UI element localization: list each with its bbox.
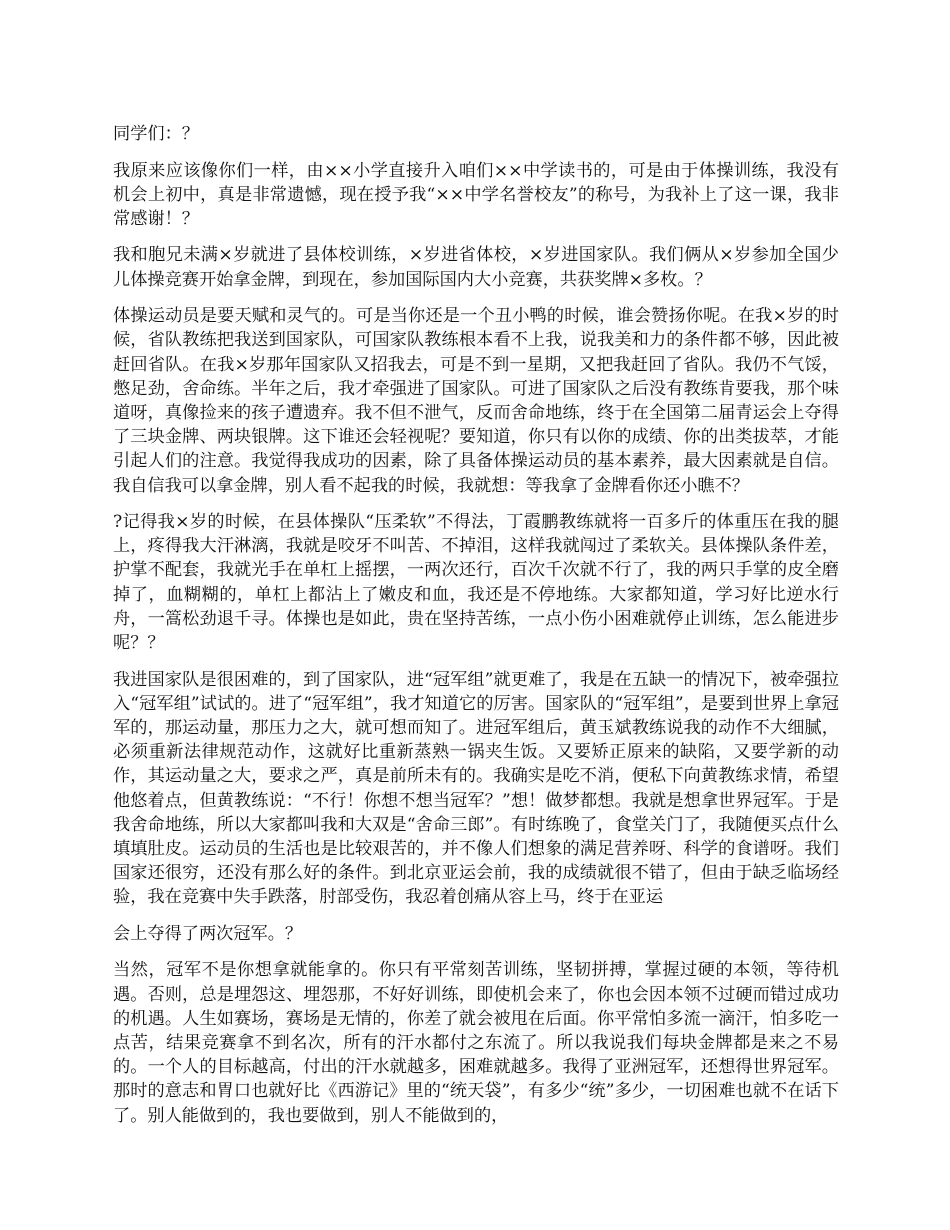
paragraph-5: 我进国家队是很困难的，到了国家队，进“冠军组”就更难了，我是在五缺一的情况下，被牵强拉入“冠军组”试试的。进了“冠军组”，我才知道它的厉害。国家队的“冠军组”，是要到世界上拿冠军的，那运动量，那压力之大，就可想而知了。进冠军组后，黄玉斌教练说我的动作不大细腻，必须重新法律规范动作，这就好比重新蒸熟一锅夹生饭。又要矫正原来的缺陷，又要学新的动作，其运动量之大，要求之严，真是前所未有的。我确实是吃不消，便私下向黄教练求情，希望他悠着点，但黄教练说：“不行！你想不想当冠军？”想！做梦都想。我就是想拿世界冠军。于是我舍命地练，所以大家都叫我和大双是“舍命三郎”。有时练晚了，食堂关门了，我随便买点什么填填肚皮。运动员的生活也是比较艰苦的，并不像人们想象的满足营养呀、科学的食谱呀。我们国家还很穷，还没有那么好的条件。到北京亚运会前，我的成绩就很不错了，但由于缺乏临场经验，我在竞赛中失手跌落，肘部受伤，我忍着创痛从容上马，终于在亚运	[113, 669, 839, 908]
paragraph-greeting: 同学们：？	[113, 124, 199, 144]
paragraph-1: 我原来应该像你们一样，由××小学直接升入咱们××中学读书的，可是由于体操训练，我没有机会上初中，真是非常遗憾，现在授予我“××中学名誉校友”的称号，为我补上了这一课，我非常感谢！？	[113, 160, 839, 229]
paragraph-7: 当然，冠军不是你想拿就能拿的。你只有平常刻苦训练，坚韧拼搏，掌握过硬的本领，等待机遇。否则，总是埋怨这、埋怨那，不好好训练，即使机会来了，你也会因本领不过硬而错过成功的机遇。人生如赛场，赛场是无情的，你差了就会被甩在后面。你平常怕多流一滴汗，怕多吃一点苦，结果竞赛拿不到名次，所有的汗水都付之东流了。所以我说我们每块金牌都是来之不易的。一个人的目标越高，付出的汗水就越多，困难就越多。我得了亚洲冠军，还想得世界冠军。那时的意志和胃口也就好比《西游记》里的“统天袋”，有多少“统”多少，一切困难也就不在话下了。别人能做到的，我也要做到，别人不能做到的，	[113, 960, 839, 1126]
paragraph-2: 我和胞兄未满×岁就进了县体校训练，×岁进省体校，×岁进国家队。我们俩从×岁参加全国少儿体操竞赛开始拿金牌，到现在，参加国际国内大小竞赛，共获奖牌×多枚。？	[113, 245, 839, 290]
document-body	[113, 122, 839, 1140]
paragraph-4: ?记得我×岁的时候，在县体操队“压柔软”不得法，丁霞鹏教练就将一百多斤的体重压在我的腿上，疼得我大汗淋漓，我就是咬牙不叫苦、不掉泪，这样我就闯过了柔软关。县体操队条件差，护掌不配套，我就光手在单杠上摇摆，一两次还行，百次千次就不行了，我的两只手掌的皮全磨掉了，血糊糊的，单杠上都沾上了嫩皮和血，我还是不停地练。大家都知道，学习好比逆水行舟，一篙松劲退千寻。体操也是如此，贵在坚持苦练，一点小伤小困难就停止训练，怎么能进步呢？？	[113, 512, 839, 654]
paragraph-3: 体操运动员是要天赋和灵气的。可是当你还是一个丑小鸭的时候，谁会赞扬你呢。在我×岁的时候，省队教练把我送到国家队，可国家队教练根本看不上我，说我美和力的条件都不够，因此被赶回省队。在我×岁那年国家队又招我去，可是不到一星期，又把我赶回了省队。我仍不气馁，憋足劲，舍命练。半年之后，我才牵强进了国家队。可进了国家队之后没有教练肯要我，那个味道呀，真像捡来的孩子遭遗弃。我不但不泄气，反而舍命地练，终于在全国第二届青运会上夺得了三块金牌、两块银牌。这下谁还会轻视呢？要知道，你只有以你的成绩、你的出类拔萃，才能引起人们的注意。我觉得我成功的因素，除了具备体操运动员的基本素养，最大因素就是自信。我自信我可以拿金牌，别人看不起我的时候，我就想：等我拿了金牌看你还小瞧不？	[113, 306, 839, 496]
paragraph-6: 会上夺得了两次冠军。？	[113, 923, 303, 944]
